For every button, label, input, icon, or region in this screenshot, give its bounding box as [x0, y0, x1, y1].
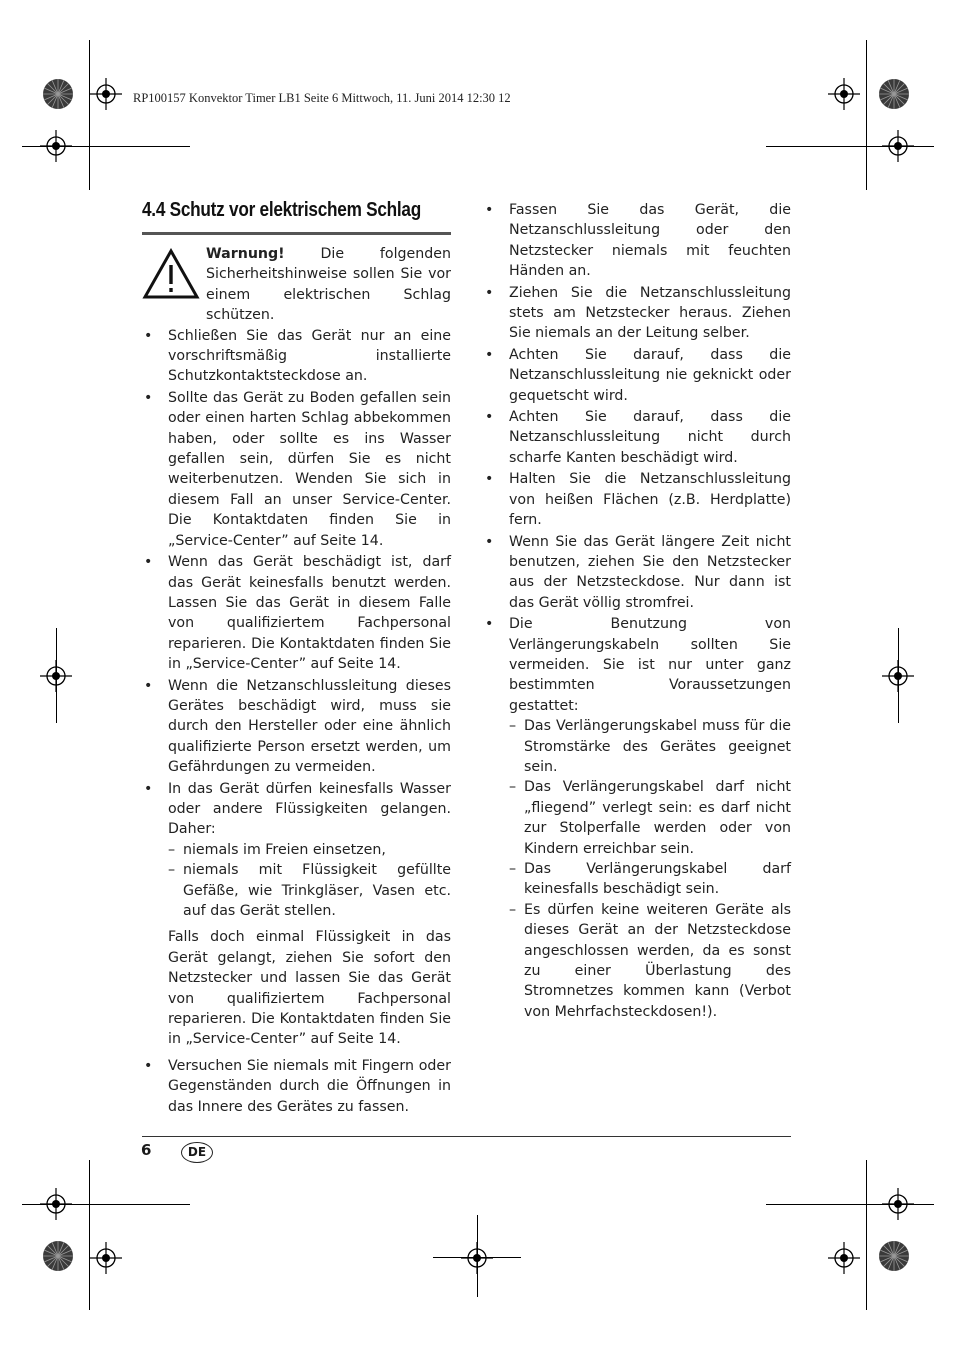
bullet-icon: •: [485, 409, 494, 426]
registration-mark-icon: [882, 130, 914, 162]
color-target-icon: [878, 1240, 910, 1272]
registration-mark-icon: [882, 1188, 914, 1220]
sublist-item: [168, 860, 451, 921]
sublist-item-text: Das Verlängerungskabel muss für die Stromstärke des Gerätes geeignet sein.: [524, 718, 791, 775]
crop-mark: [866, 1160, 867, 1310]
dash-icon: –: [509, 901, 517, 918]
warning-triangle-icon: [142, 248, 200, 300]
list-item-text: Halten Sie die Netzanschlussleitung von heißen Flächen (z.B. Herdplatte) fern.: [509, 471, 791, 529]
right-column: [483, 200, 791, 1023]
bullet-icon: •: [485, 533, 494, 550]
sublist-item: [168, 840, 451, 860]
left-bullet-list: [142, 326, 451, 1117]
right-bullet-list: [483, 200, 791, 1022]
list-item-text: Achten Sie darauf, dass die Netzanschlussleitung nie geknickt oder gequetscht wird.: [509, 346, 791, 404]
sublist-item-text: Das Verlängerungskabel darf keinesfalls beschädigt sein.: [524, 861, 791, 898]
list-item-text: In das Gerät dürfen keinesfalls Wasser oder andere Flüssigkeiten gelangen. Daher:: [168, 780, 451, 838]
dash-icon: –: [168, 862, 176, 879]
list-item: [142, 552, 451, 674]
sublist-item: [509, 900, 791, 1022]
page-number: 6: [141, 1141, 152, 1159]
dash-icon: –: [168, 841, 176, 858]
sublist-item: [509, 777, 791, 859]
crop-mark: [89, 40, 90, 190]
warning-block: [142, 244, 451, 326]
sublist-item: [509, 859, 791, 900]
warning-text: Die folgenden Sicherheitshinweise sollen Sie vor einem elektrischen Schlag schützen.: [206, 246, 451, 324]
bullet-icon: •: [485, 616, 494, 633]
list-item-text: Wenn das Gerät beschädigt ist, darf das Gerät keinesfalls benutzt werden. Lassen Sie das Gerät in diesem Falle von qualifiziertem Fachpersonal reparieren. Die Kontaktdaten finden Sie in „Service-Center” auf Seite 14.: [168, 554, 451, 673]
dash-icon: –: [509, 861, 517, 877]
registration-mark-icon: [882, 660, 914, 692]
registration-mark-icon: [90, 1242, 122, 1274]
registration-mark-icon: [40, 660, 72, 692]
list-item-text: Fassen Sie das Gerät, die Netzanschlussleitung oder den Netzstecker niemals mit feuchten Händen an.: [509, 202, 791, 280]
bullet-icon: •: [144, 1057, 153, 1074]
list-item-text: Versuchen Sie niemals mit Fingern oder Gegenständen durch die Öffnungen in das Innere des Gerätes zu fassen.: [168, 1057, 451, 1115]
footer-rule: [142, 1136, 791, 1137]
color-target-icon: [878, 78, 910, 110]
list-item-text: Wenn Sie das Gerät längere Zeit nicht benutzen, ziehen Sie den Netzstecker aus der Netzsteckdose. Nur dann ist das Gerät völlig stromfrei.: [509, 533, 791, 611]
registration-mark-icon: [828, 78, 860, 110]
dash-sublist: [509, 716, 791, 1022]
bullet-icon: •: [485, 471, 494, 488]
list-item: [142, 1056, 451, 1117]
list-item: [483, 345, 791, 406]
language-badge: DE: [181, 1142, 213, 1163]
list-item: [142, 326, 451, 387]
list-item-text: Sollte das Gerät zu Boden gefallen sein oder einen harten Schlag abbekommen haben, oder sollte es ins Wasser gefallen sein, dürfen Sie es nicht weiterbenutzen. Wenden Sie sich in diesem Fall an unser Service-Center. Die Kontaktdaten finden Sie in „Service-Center” auf Seite 14.: [168, 389, 451, 549]
list-item: [483, 469, 791, 530]
list-item: [142, 779, 451, 1050]
bullet-icon: •: [144, 327, 153, 344]
title-underline: [142, 232, 451, 235]
registration-mark-icon: [90, 78, 122, 110]
sublist-item: [509, 716, 791, 777]
bullet-icon: •: [485, 202, 494, 218]
bullet-icon: •: [144, 780, 153, 797]
list-item-text: Schließen Sie das Gerät nur an eine vorschriftsmäßig installierte Schutzkontaktsteckdose an.: [168, 327, 451, 385]
crop-mark: [866, 40, 867, 190]
color-target-icon: [42, 78, 74, 110]
left-column: [142, 244, 451, 1118]
list-item: [483, 283, 791, 344]
dash-icon: –: [509, 779, 517, 796]
warning-label: Warnung!: [206, 246, 285, 262]
sublist-item-text: Das Verlängerungskabel darf nicht „fliegend” verlegt sein: es darf nicht zur Stolperfalle werden oder von Kindern erreichbar sein.: [524, 779, 791, 857]
list-item-text: Wenn die Netzanschlussleitung dieses Gerätes beschädigt wird, muss sie durch den Hersteller oder eine ähnlich qualifizierte Person ersetzt werden, um Gefährdungen zu vermeiden.: [168, 677, 451, 776]
list-item-text: Achten Sie darauf, dass die Netzanschlussleitung nicht durch scharfe Kanten beschädigt wird.: [509, 409, 791, 466]
list-item: [483, 614, 791, 1022]
print-header: RP100157 Konvektor Timer LB1 Seite 6 Mittwoch, 11. Juni 2014 12:30 12: [133, 91, 511, 105]
registration-mark-icon: [40, 1188, 72, 1220]
color-target-icon: [42, 1240, 74, 1272]
list-item: [483, 407, 791, 468]
crop-mark: [477, 1215, 478, 1297]
registration-mark-icon: [40, 130, 72, 162]
bullet-icon: •: [144, 389, 153, 406]
list-item-text: Ziehen Sie die Netzanschlussleitung stets am Netzstecker heraus. Ziehen Sie niemals an der Leitung selber.: [509, 284, 791, 342]
sublist-item-text: niemals im Freien einsetzen,: [183, 841, 386, 858]
dash-icon: –: [509, 718, 517, 735]
followup-paragraph: Falls doch einmal Flüssigkeit in das Gerät gelangt, ziehen Sie sofort den Netzstecker und lassen Sie das Gerät von qualifiziertem Fachpersonal reparieren. Die Kontaktdaten finden Sie in „Service-Center” auf Seite 14.: [168, 929, 451, 1048]
list-item: [483, 532, 791, 614]
sublist-item-text: Es dürfen keine weiteren Geräte als dieses Gerät an der Netzsteckdose angeschlossen werden, da es sonst zu einer Überlastung des Stromnetzes kommen kann (Verbot von Mehrfachsteckdosen!).: [524, 901, 791, 1020]
list-item: [142, 676, 451, 778]
registration-mark-icon: [828, 1242, 860, 1274]
sublist-item-text: niemals mit Flüssigkeit gefüllte Gefäße, wie Trinkgläser, Vasen etc. auf das Gerät stellen.: [183, 862, 451, 919]
bullet-icon: •: [144, 677, 153, 694]
bullet-icon: •: [144, 554, 153, 571]
dash-sublist: [168, 840, 451, 922]
bullet-icon: •: [485, 284, 494, 301]
bullet-icon: •: [485, 346, 494, 363]
list-item: [142, 388, 451, 551]
list-item: [483, 200, 791, 282]
section-title: 4.4 Schutz vor elektrischem Schlag: [142, 199, 421, 221]
crop-mark: [89, 1160, 90, 1310]
list-item-text: Die Benutzung von Verlängerungskabeln sollten Sie vermeiden. Sie ist nur unter ganz bestimmten Voraussetzungen gestattet:: [509, 616, 791, 714]
